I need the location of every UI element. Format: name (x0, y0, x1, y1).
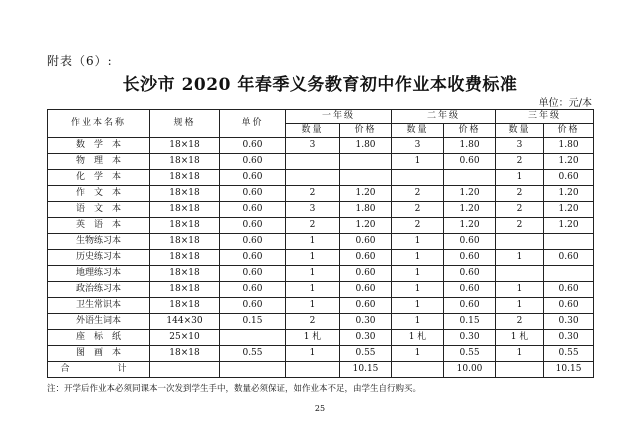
cell-name: 化 学 本 (48, 170, 150, 186)
cell-price: 0.60 (220, 202, 286, 218)
fee-table (47, 109, 594, 378)
cell-price: 0.60 (220, 138, 286, 154)
table-row (48, 314, 594, 330)
total-spec-empty (150, 362, 220, 378)
cell-g2-amount: 1.80 (444, 138, 496, 154)
annex-label: 附表（6）: (47, 54, 113, 68)
table-row (48, 154, 594, 170)
cell-name: 语 文 本 (48, 202, 150, 218)
total-g2-amount: 10.00 (444, 362, 496, 378)
cell-g2-qty: 1 札 (392, 330, 444, 346)
cell-g3-qty: 3 (496, 138, 544, 154)
cell-g3-qty: 1 (496, 282, 544, 298)
cell-g2-amount: 0.60 (444, 282, 496, 298)
cell-g3-amount (544, 266, 594, 282)
cell-spec: 18×18 (150, 346, 220, 362)
cell-name: 外语生词本 (48, 314, 150, 330)
cell-g1-amount: 0.60 (340, 250, 392, 266)
cell-name: 政治练习本 (48, 282, 150, 298)
header-row-top (48, 110, 594, 124)
cell-g2-amount: 0.30 (444, 330, 496, 346)
header-grade-3: 三年级 (496, 110, 594, 124)
cell-spec: 18×18 (150, 154, 220, 170)
header-g3-amount: 价格 (544, 124, 594, 138)
cell-g1-amount: 0.30 (340, 330, 392, 346)
cell-g3-qty: 2 (496, 202, 544, 218)
cell-g3-qty: 2 (496, 218, 544, 234)
header-g2-amount: 价格 (444, 124, 496, 138)
table-row (48, 298, 594, 314)
table-row (48, 330, 594, 346)
table-row (48, 250, 594, 266)
cell-g2-amount: 0.60 (444, 234, 496, 250)
cell-name: 图 画 本 (48, 346, 150, 362)
cell-g1-amount (340, 154, 392, 170)
cell-price: 0.60 (220, 234, 286, 250)
cell-name: 卫生常识本 (48, 298, 150, 314)
cell-g1-qty: 1 (286, 234, 340, 250)
cell-g3-qty: 1 (496, 250, 544, 266)
table-row (48, 346, 594, 362)
cell-g2-amount: 0.60 (444, 154, 496, 170)
cell-name: 物 理 本 (48, 154, 150, 170)
header-grade-1: 一年级 (286, 110, 392, 124)
cell-name: 数 学 本 (48, 138, 150, 154)
cell-name: 生物练习本 (48, 234, 150, 250)
cell-g2-amount (444, 170, 496, 186)
cell-price: 0.60 (220, 282, 286, 298)
cell-g3-amount: 1.20 (544, 154, 594, 170)
cell-g3-qty: 1 札 (496, 330, 544, 346)
cell-g1-qty: 1 (286, 266, 340, 282)
cell-g3-amount: 1.20 (544, 186, 594, 202)
cell-g2-qty: 1 (392, 298, 444, 314)
cell-g2-amount: 1.20 (444, 202, 496, 218)
cell-g3-amount: 1.20 (544, 202, 594, 218)
cell-g1-amount: 0.55 (340, 346, 392, 362)
cell-g1-qty: 1 (286, 298, 340, 314)
cell-g2-qty: 1 (392, 154, 444, 170)
cell-price: 0.15 (220, 314, 286, 330)
total-g1-amount: 10.15 (340, 362, 392, 378)
cell-spec: 18×18 (150, 138, 220, 154)
cell-g1-amount: 1.20 (340, 218, 392, 234)
cell-g3-qty (496, 266, 544, 282)
cell-g3-qty: 1 (496, 298, 544, 314)
cell-g1-qty: 2 (286, 218, 340, 234)
cell-price: 0.60 (220, 250, 286, 266)
cell-g1-amount: 1.20 (340, 186, 392, 202)
cell-g2-amount: 0.55 (444, 346, 496, 362)
cell-g1-qty (286, 170, 340, 186)
cell-g3-amount: 0.60 (544, 170, 594, 186)
header-g1-qty: 数量 (286, 124, 340, 138)
footnote: 注：开学后作业本必须同课本一次发到学生手中，数量必须保证，如作业本不足，由学生自行购买。 (47, 384, 422, 394)
cell-g3-amount: 1.20 (544, 218, 594, 234)
header-spec: 规格 (150, 110, 220, 138)
cell-g1-amount: 0.30 (340, 314, 392, 330)
cell-g2-qty: 1 (392, 250, 444, 266)
cell-g1-qty: 1 (286, 346, 340, 362)
header-g2-qty: 数量 (392, 124, 444, 138)
cell-g1-amount: 1.80 (340, 138, 392, 154)
cell-g2-qty: 2 (392, 218, 444, 234)
table-row (48, 202, 594, 218)
header-grade-2: 二年级 (392, 110, 496, 124)
cell-g1-amount: 0.60 (340, 298, 392, 314)
cell-g1-amount: 1.80 (340, 202, 392, 218)
cell-g2-qty: 1 (392, 282, 444, 298)
cell-spec: 18×18 (150, 218, 220, 234)
table-row (48, 218, 594, 234)
table-row (48, 234, 594, 250)
cell-spec: 25×10 (150, 330, 220, 346)
cell-g3-amount: 0.30 (544, 330, 594, 346)
cell-g2-qty: 1 (392, 314, 444, 330)
header-g1-amount: 价格 (340, 124, 392, 138)
cell-g2-amount: 1.20 (444, 218, 496, 234)
cell-g3-amount: 0.60 (544, 282, 594, 298)
cell-price (220, 330, 286, 346)
cell-g1-qty: 1 札 (286, 330, 340, 346)
cell-name: 座 标 纸 (48, 330, 150, 346)
cell-g3-qty: 2 (496, 186, 544, 202)
cell-price: 0.55 (220, 346, 286, 362)
total-g3-amount: 10.15 (544, 362, 594, 378)
cell-name: 历史练习本 (48, 250, 150, 266)
table-row (48, 138, 594, 154)
cell-g1-qty: 3 (286, 202, 340, 218)
cell-spec: 18×18 (150, 170, 220, 186)
cell-price: 0.60 (220, 218, 286, 234)
cell-g2-amount: 0.60 (444, 298, 496, 314)
cell-g1-amount: 0.60 (340, 234, 392, 250)
table-row (48, 282, 594, 298)
cell-price: 0.60 (220, 298, 286, 314)
cell-g1-qty: 2 (286, 186, 340, 202)
cell-g3-qty: 2 (496, 314, 544, 330)
cell-g1-amount: 0.60 (340, 282, 392, 298)
total-g1-qty-empty (286, 362, 340, 378)
cell-g2-qty: 1 (392, 346, 444, 362)
cell-g3-amount: 0.60 (544, 298, 594, 314)
cell-g1-amount (340, 170, 392, 186)
total-row (48, 362, 594, 378)
header-g3-qty: 数量 (496, 124, 544, 138)
cell-g3-qty: 1 (496, 170, 544, 186)
cell-spec: 18×18 (150, 250, 220, 266)
cell-g2-qty: 1 (392, 266, 444, 282)
cell-spec: 18×18 (150, 298, 220, 314)
cell-g2-qty: 2 (392, 202, 444, 218)
cell-price: 0.60 (220, 266, 286, 282)
total-label: 合 计 (48, 362, 150, 378)
cell-name: 地理练习本 (48, 266, 150, 282)
cell-g3-qty: 1 (496, 346, 544, 362)
cell-g2-amount: 1.20 (444, 186, 496, 202)
page-title: 长沙市 2020 年春季义务教育初中作业本收费标准 (122, 75, 518, 95)
cell-price: 0.60 (220, 170, 286, 186)
cell-g2-amount: 0.60 (444, 266, 496, 282)
cell-spec: 18×18 (150, 282, 220, 298)
header-name: 作业本名称 (48, 110, 150, 138)
cell-g3-amount (544, 234, 594, 250)
cell-g3-qty: 2 (496, 154, 544, 170)
table-row (48, 266, 594, 282)
total-g3-qty-empty (496, 362, 544, 378)
cell-g1-amount: 0.60 (340, 266, 392, 282)
cell-name: 英 语 本 (48, 218, 150, 234)
cell-g3-amount: 0.30 (544, 314, 594, 330)
cell-g2-amount: 0.60 (444, 250, 496, 266)
cell-g1-qty: 1 (286, 250, 340, 266)
cell-g1-qty: 3 (286, 138, 340, 154)
cell-spec: 144×30 (150, 314, 220, 330)
page-number: 25 (314, 404, 326, 413)
table-row (48, 186, 594, 202)
table-row (48, 170, 594, 186)
cell-g3-amount: 0.60 (544, 250, 594, 266)
cell-g3-amount: 1.80 (544, 138, 594, 154)
cell-spec: 18×18 (150, 266, 220, 282)
cell-g1-qty: 2 (286, 314, 340, 330)
cell-spec: 18×18 (150, 234, 220, 250)
cell-spec: 18×18 (150, 202, 220, 218)
cell-g2-qty: 1 (392, 234, 444, 250)
total-g2-qty-empty (392, 362, 444, 378)
cell-price: 0.60 (220, 154, 286, 170)
cell-g2-qty: 2 (392, 186, 444, 202)
cell-g2-qty: 3 (392, 138, 444, 154)
unit-label: 单位：元/本 (538, 98, 592, 109)
total-price-empty (220, 362, 286, 378)
header-price: 单价 (220, 110, 286, 138)
cell-g2-amount: 0.15 (444, 314, 496, 330)
cell-g3-amount: 0.55 (544, 346, 594, 362)
cell-name: 作 文 本 (48, 186, 150, 202)
cell-g2-qty (392, 170, 444, 186)
cell-price: 0.60 (220, 186, 286, 202)
cell-g3-qty (496, 234, 544, 250)
cell-spec: 18×18 (150, 186, 220, 202)
cell-g1-qty: 1 (286, 282, 340, 298)
cell-g1-qty (286, 154, 340, 170)
